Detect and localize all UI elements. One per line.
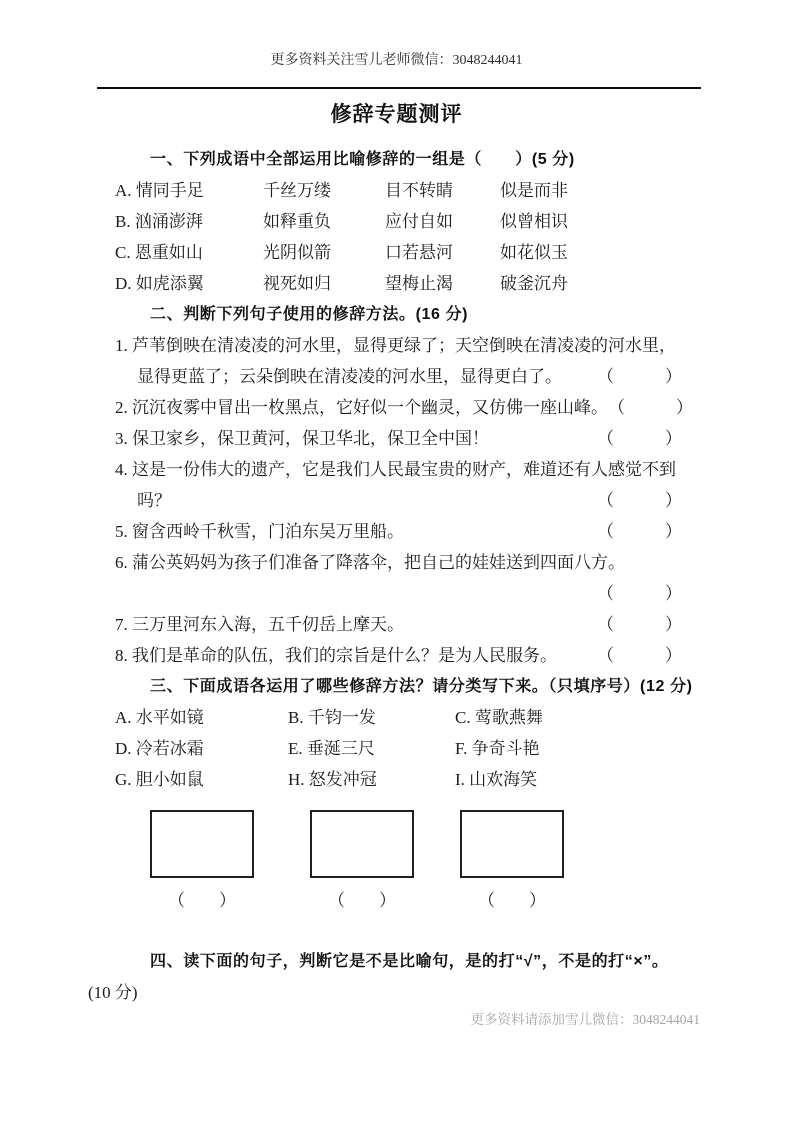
question-text: 吗？ <box>137 491 171 510</box>
question-item-line <box>115 330 682 361</box>
option-row-a <box>115 175 682 206</box>
question-text: 6. 蒲公英妈妈为孩子们准备了降落伞，把自己的娃娃送到四面八方。 <box>115 553 625 572</box>
section4-heading: 四、读下面的句子，判断它是不是比喻句，是的打“√”，不是的打“×”。 <box>150 953 669 970</box>
footer-note: 更多资料请添加雪儿微信：3048244041 <box>470 1012 700 1027</box>
question-text: 4. 这是一份伟大的遗产，它是我们人民最宝贵的财产，难道还有人感觉不到 <box>115 460 676 479</box>
question-item-line <box>115 454 682 485</box>
question-item-line <box>115 361 682 392</box>
answer-blank: （ ） <box>597 584 682 603</box>
idiom-cell: G. 胆小如鼠 <box>115 770 204 789</box>
question-item-line <box>115 423 682 454</box>
section4 <box>88 946 682 1008</box>
header-note: 更多资料关注雪儿老师微信：3048244041 <box>270 53 523 68</box>
question-item-line <box>115 578 682 609</box>
idiom-cell: 应付自如 <box>385 212 453 231</box>
worksheet-body <box>115 144 693 916</box>
idiom-cell: C. 莺歌燕舞 <box>455 708 543 727</box>
idiom-cell: 如释重负 <box>263 212 331 231</box>
idiom-cell: 目不转睛 <box>385 181 453 200</box>
section3-heading-text: 三、下面成语各运用了哪些修辞方法？请分类写下来。（只填序号） <box>150 678 641 695</box>
section2-heading-text: 二、判断下列句子使用的修辞方法。 <box>150 306 416 323</box>
option-row-c <box>115 237 682 268</box>
answer-blank: （ ） <box>465 151 532 168</box>
option-row-d <box>115 268 682 299</box>
answer-blank: （ ） <box>608 398 693 417</box>
idiom-cell: 望梅止渴 <box>385 274 453 293</box>
idiom-cell: 如花似玉 <box>500 243 568 262</box>
idiom-cell: A. 情同手足 <box>115 181 204 200</box>
answer-blank: （ ） <box>597 491 682 510</box>
idiom-cell: 视死如归 <box>263 274 331 293</box>
answer-blank: （ ） <box>478 891 546 910</box>
question-text: 显得更蓝了；云朵倒映在清凌凌的河水里，显得更白了。 <box>137 367 562 386</box>
idiom-row-abc <box>115 702 682 733</box>
answer-box <box>460 810 564 878</box>
question-text: 3. 保卫家乡，保卫黄河，保卫华北，保卫全中国！ <box>115 429 489 448</box>
idiom-cell: 光阴似箭 <box>263 243 331 262</box>
idiom-cell: 似曾相识 <box>500 212 568 231</box>
question-text: 8. 我们是革命的队伍，我们的宗旨是什么？是为人民服务。 <box>115 646 557 665</box>
answer-blank: （ ） <box>597 646 682 665</box>
idiom-cell: 千丝万缕 <box>263 181 331 200</box>
answer-box <box>310 810 414 878</box>
idiom-cell: 口若悬河 <box>385 243 453 262</box>
idiom-cell: D. 冷若冰霜 <box>115 739 204 758</box>
answer-blank: （ ） <box>597 429 682 448</box>
page-title: 修辞专题测评 <box>330 103 463 126</box>
idiom-cell: B. 千钧一发 <box>288 708 376 727</box>
section4-points: (10 分) <box>88 983 138 1002</box>
answer-blank: （ ） <box>597 367 682 386</box>
idiom-cell: A. 水平如镜 <box>115 708 204 727</box>
answer-blank: （ ） <box>597 522 682 541</box>
section2-points: (16 分) <box>415 306 469 323</box>
idiom-cell: C. 恩重如山 <box>115 243 203 262</box>
answer-boxes-row <box>115 810 682 878</box>
question-text: 5. 窗含西岭千秋雪，门泊东吴万里船。 <box>115 522 404 541</box>
section3-points: (12 分) <box>640 678 693 695</box>
question-text: 2. 沉沉夜雾中冒出一枚黑点，它好似一个幽灵，又仿佛一座山峰。 <box>115 398 608 417</box>
header-divider <box>97 87 701 89</box>
question-text: 7. 三万里河东入海，五千仞岳上摩天。 <box>115 615 404 634</box>
question-item-line <box>115 640 682 671</box>
section1-heading <box>115 144 682 175</box>
idiom-cell: D. 如虎添翼 <box>115 274 204 293</box>
question-text: 1. 芦苇倒映在清凌凌的河水里，显得更绿了；天空倒映在清凌凌的河水里， <box>115 336 676 355</box>
section2-heading <box>115 299 682 330</box>
answer-blank: （ ） <box>328 891 396 910</box>
option-row-b <box>115 206 682 237</box>
idiom-cell: 似是而非 <box>500 181 568 200</box>
question-item-line <box>115 485 682 516</box>
answer-blank: （ ） <box>168 891 236 910</box>
answer-box <box>150 810 254 878</box>
question-item-line <box>115 547 682 578</box>
idiom-cell: E. 垂涎三尺 <box>288 739 375 758</box>
idiom-cell: 破釜沉舟 <box>500 274 568 293</box>
idiom-row-ghi <box>115 764 682 795</box>
question-item-line <box>115 516 682 547</box>
idiom-cell: F. 争奇斗艳 <box>455 739 540 758</box>
idiom-row-def <box>115 733 682 764</box>
answer-box-brackets-row <box>115 885 682 916</box>
section1-heading-text: 一、下列成语中全部运用比喻修辞的一组是 <box>150 151 466 168</box>
idiom-cell: H. 怒发冲冠 <box>288 770 377 789</box>
answer-blank: （ ） <box>597 615 682 634</box>
section1-points: (5 分) <box>531 151 575 168</box>
question-item-line <box>115 392 693 423</box>
section3-heading <box>115 671 693 702</box>
question-item-line <box>115 609 682 640</box>
idiom-cell: I. 山欢海笑 <box>455 770 538 789</box>
idiom-cell: B. 汹涌澎湃 <box>115 212 203 231</box>
